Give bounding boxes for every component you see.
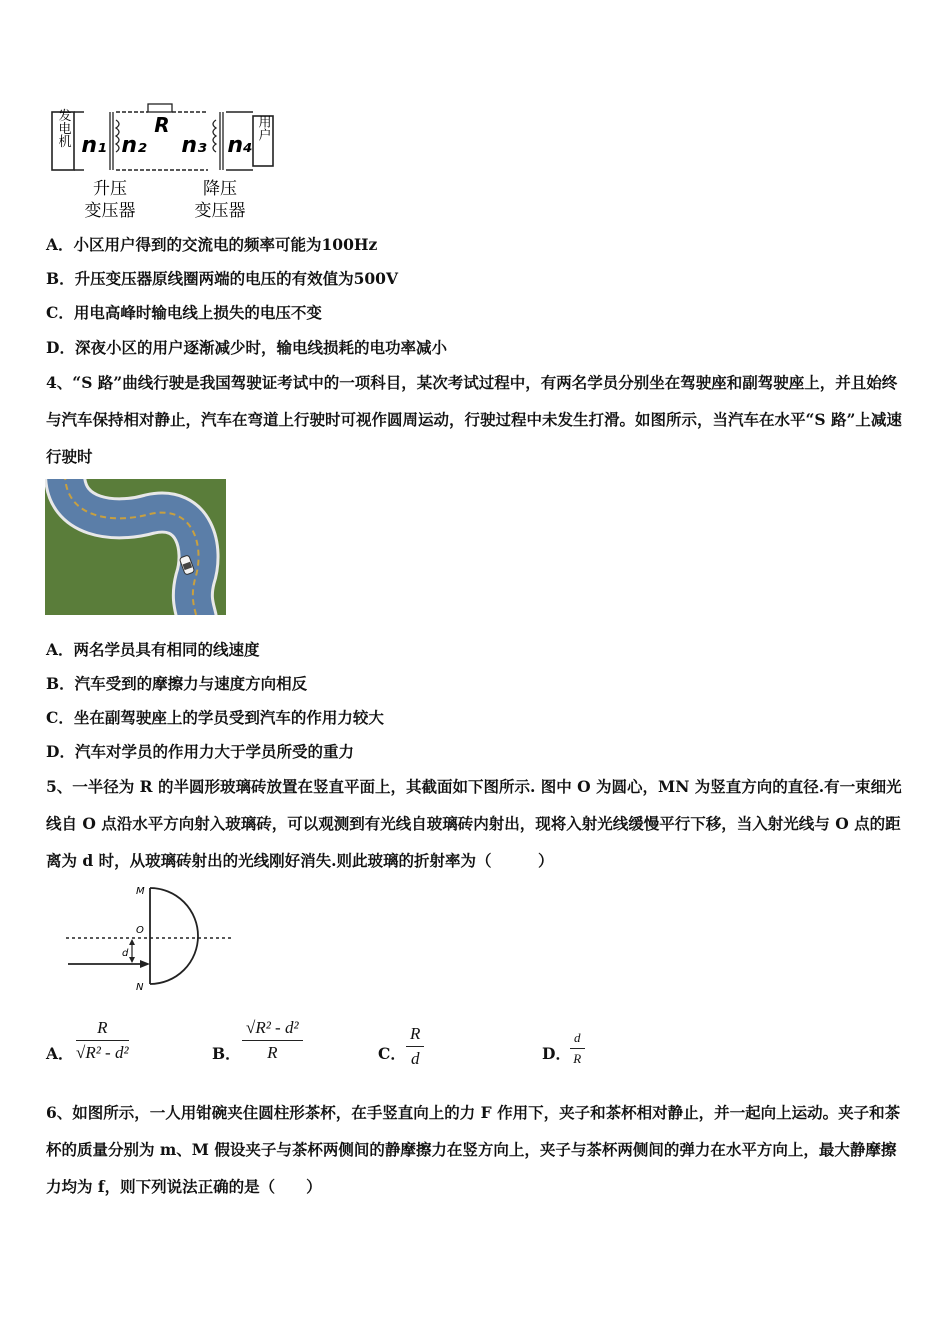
q6-question-text: 6、如图所示，一人用钳碗夹住圆柱形茶杯，在手竖直向上的力 F 作用下，夹子和茶杯相对静止，并一起向上运动。夹子和茶杯的质量分别为 m、M 假设夹子与茶杯两侧间的静摩擦力在竖方向上，夹子与茶杯两侧间的弹力在水平方向上，最大静摩擦力均为 f，则下列说法正确的是（ ） (46, 1103, 901, 1196)
q5-d-denominator: R (573, 1051, 582, 1066)
resistor-label: R (154, 113, 170, 137)
q5-option-a-label: A． (46, 1044, 74, 1063)
q5-option-b-label: B． (212, 1044, 241, 1063)
q5-d-numerator: d (570, 1030, 585, 1049)
q5-b-numerator: √R² - d² (242, 1018, 303, 1041)
s-road-image (45, 479, 226, 615)
q3-option-a: A．小区用户得到的交流电的频率可能为100Hz (46, 235, 378, 254)
q4-question-text: 4、“S 路”曲线行驶是我国驾驶证考试中的一项科目，某次考试过程中，有两名学员分别坐在驾驶座和副驾驶座上，并且始终与汽车保持相对静止，汽车在弯道上行驶时可视作圆周运动，行驶过程中未发生打滑。如图所示，当汽车在水平“S 路”上减速行驶时 (46, 373, 902, 466)
q4-option-c: C．坐在副驾驶座上的学员受到汽车的作用力较大 (46, 708, 384, 727)
semicircle-glass-diagram (60, 880, 240, 995)
q3-option-d: D．深夜小区的用户逐渐减少时，输电线损耗的电功率减小 (46, 338, 447, 357)
label-d: d (122, 948, 129, 959)
label-m: M (136, 886, 145, 897)
user-label: 用户 (255, 115, 271, 141)
q5-c-numerator: R (406, 1024, 424, 1047)
step-down-caption-2: 变压器 (194, 201, 246, 221)
label-n: N (136, 982, 144, 993)
q5-a-numerator: R (76, 1018, 129, 1041)
q5-option-b-fraction (242, 1018, 303, 1063)
q5-option-c-fraction (406, 1024, 424, 1069)
q5-option-c-label: C． (378, 1044, 406, 1063)
q4-option-b: B．汽车受到的摩擦力与速度方向相反 (46, 674, 308, 693)
generator-label: 发电机 (55, 108, 71, 148)
q4-option-a: A．两名学员具有相同的线速度 (46, 640, 260, 659)
q5-c-denominator: d (410, 1049, 420, 1068)
q3-option-c: C．用电高峰时输电线上损失的电压不变 (46, 303, 322, 322)
n4-label: n₄ (227, 133, 253, 158)
step-up-caption-2: 变压器 (84, 201, 136, 221)
q5-b-denominator: R (267, 1043, 278, 1062)
transformer-circuit-diagram (48, 100, 288, 225)
q4-option-d: D．汽车对学员的作用力大于学员所受的重力 (46, 742, 354, 761)
q5-question-text: 5、一半径为 R 的半圆形玻璃砖放置在竖直平面上，其截面如下图所示. 图中 O 为圆心，MN 为竖直方向的直径.有一束细光线自 O 点沿水平方向射入玻璃砖，可以观测到有光线自玻璃砖内射出，现将入射光线缓慢平行下移，当入射光线与 O 点的距离为 d 时，从玻璃砖射出的光线刚好消失.则此玻璃的折射率为（ ） (46, 777, 902, 870)
step-down-caption-1: 降压 (203, 179, 237, 199)
q5-option-d-fraction (570, 1030, 585, 1067)
q5-a-denominator: √R² - d² (76, 1043, 129, 1062)
q5-option-d-label: D． (542, 1044, 571, 1063)
label-o: O (136, 925, 144, 936)
n3-label: n₃ (181, 133, 207, 158)
n1-label: n₁ (81, 133, 107, 158)
q3-option-b: B．升压变压器原线圈两端的电压的有效值为500V (46, 269, 398, 288)
step-up-caption-1: 升压 (93, 179, 127, 199)
n2-label: n₂ (121, 133, 147, 158)
q5-option-a-fraction (76, 1018, 129, 1063)
